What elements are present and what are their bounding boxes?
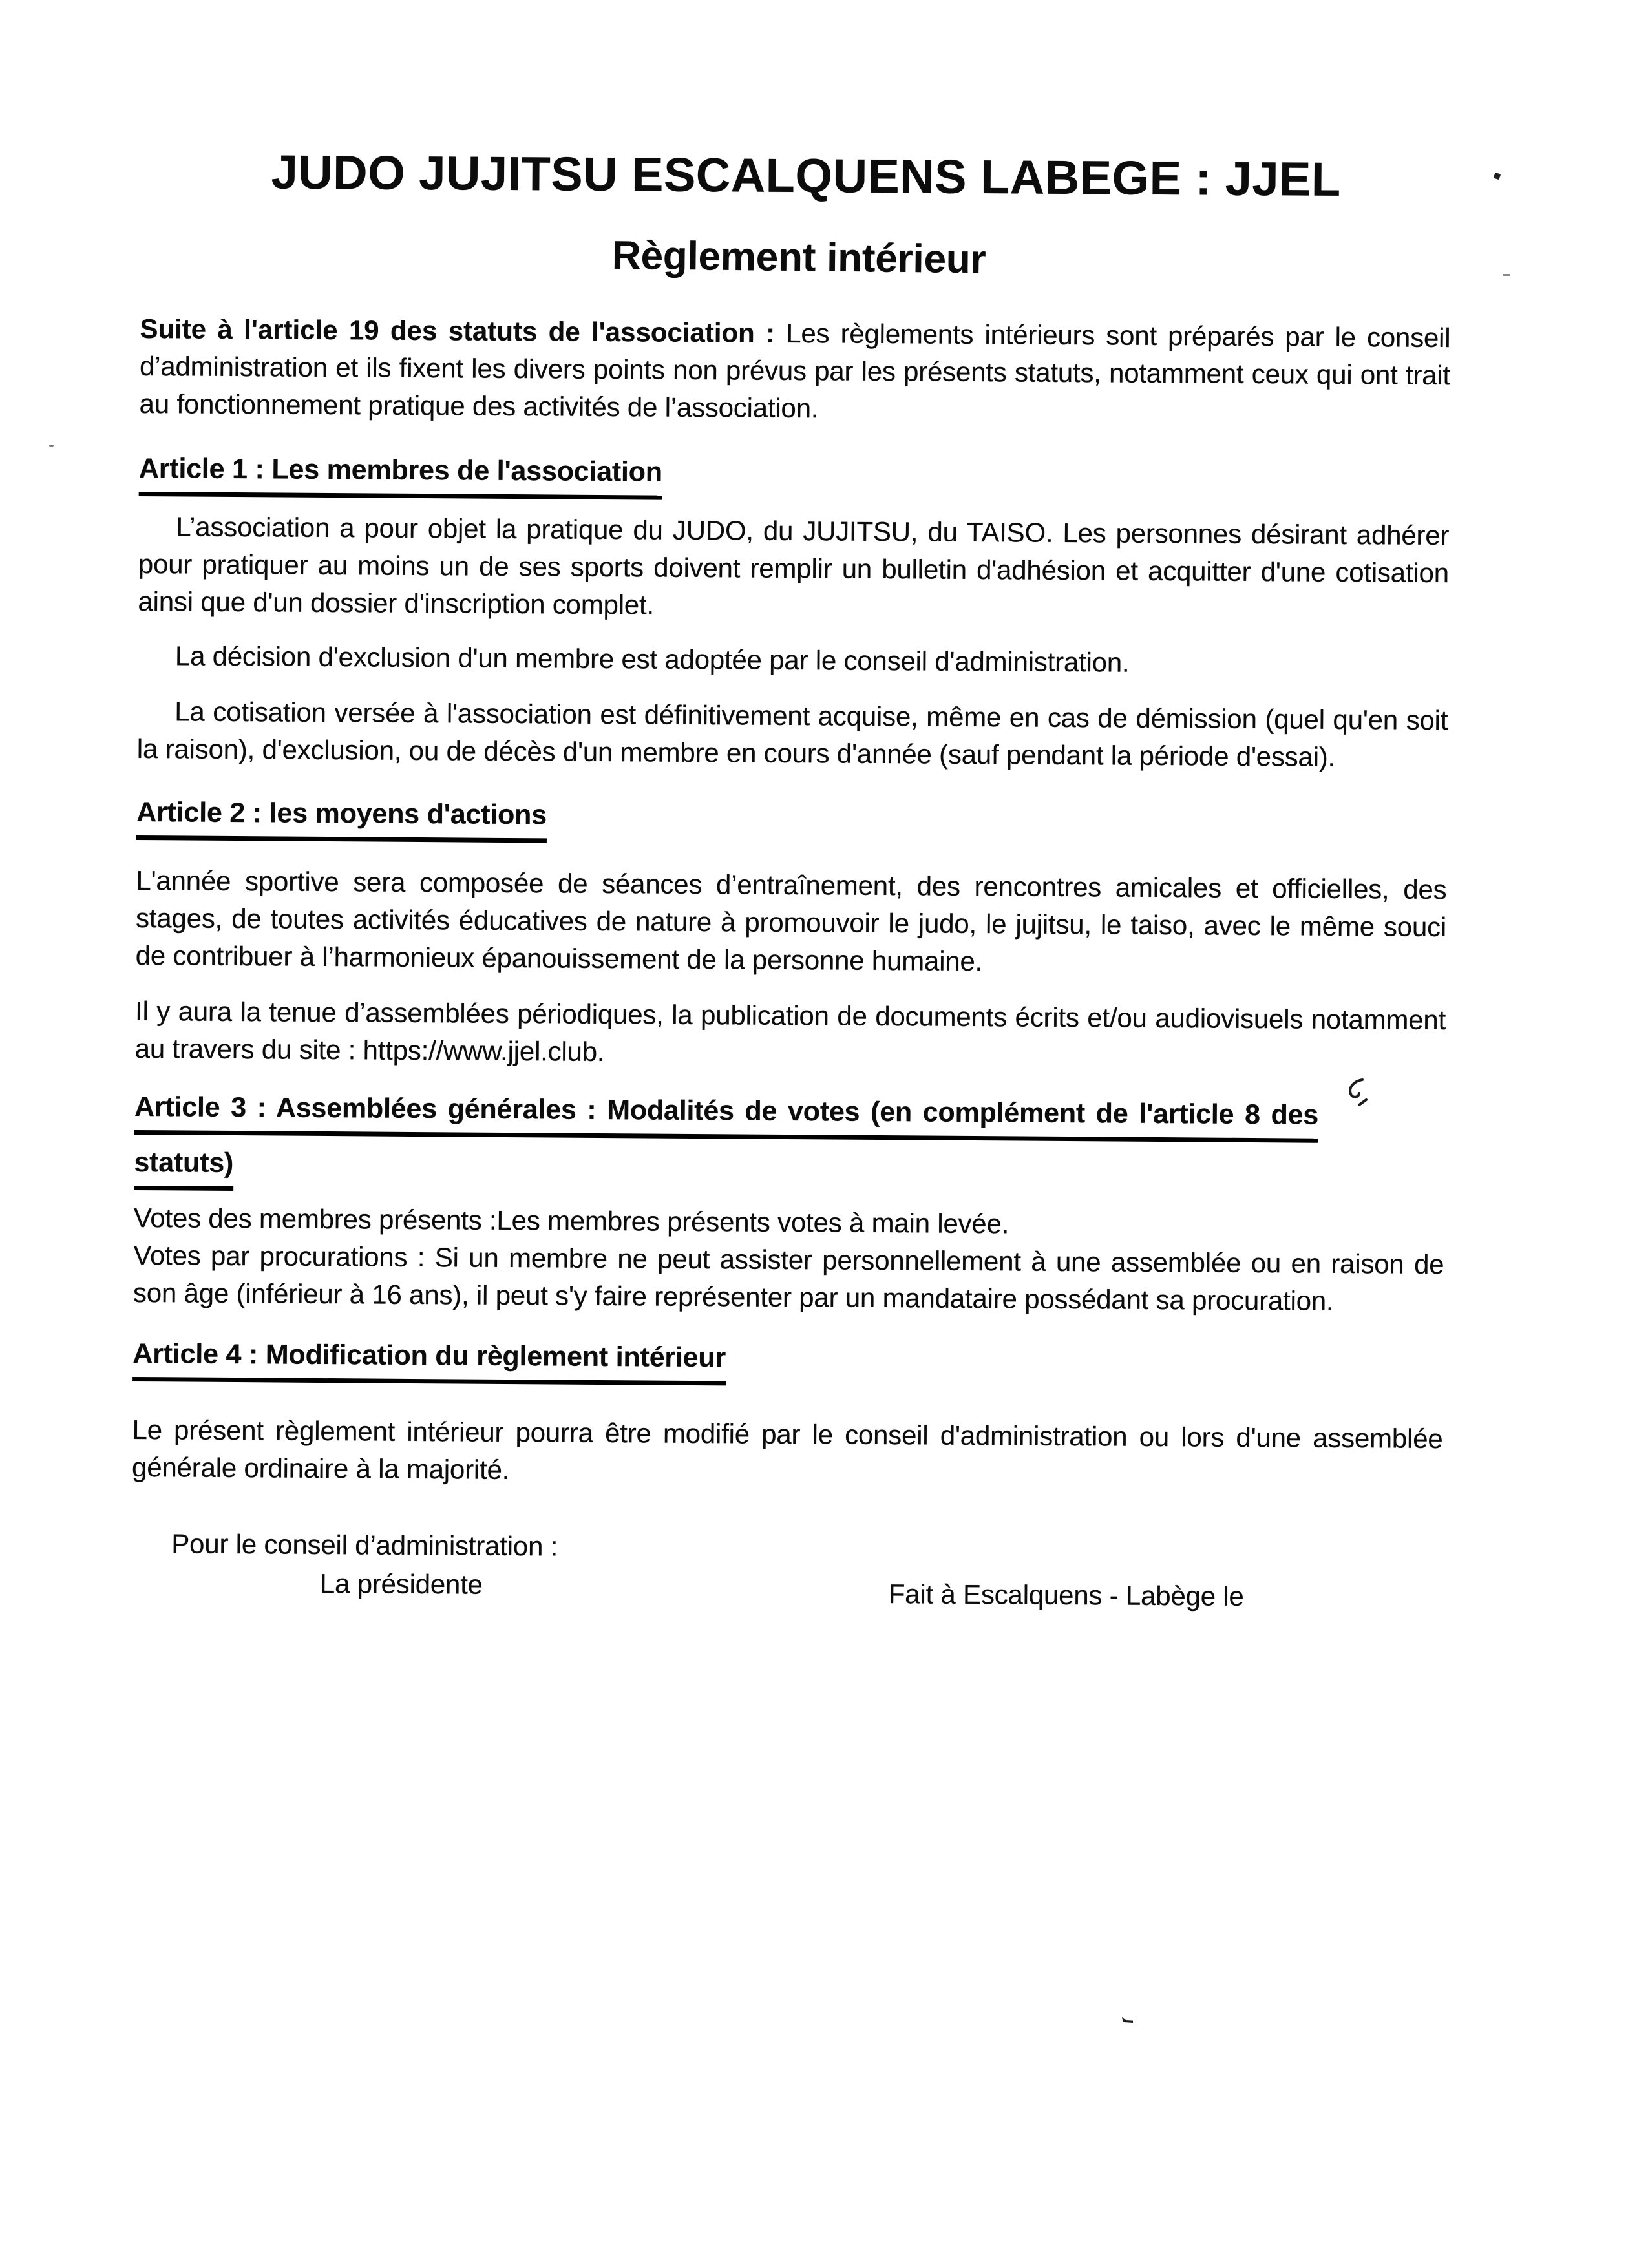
- pen-mark: [1342, 1076, 1370, 1115]
- document-page: [131, 0, 1453, 1618]
- article-4-heading: Article 4 : Modification du règlement intérieur: [132, 1335, 1443, 1391]
- article-1-section: [137, 450, 1450, 777]
- scan-speck: [1503, 274, 1510, 276]
- scan-speck: [1122, 2016, 1133, 2023]
- article-3-paragraph: Votes par procurations : Si un membre ne peut assister personnellement à une assemblée ou en raison de son âge (inférieur à 16 ans), il peut s'y faire représenter par un mandataire possédant sa procuration.: [132, 1239, 1444, 1316]
- article-1-paragraph: La cotisation versée à l'association est définitivement acquise, même en cas de démission (quel qu'en soit la raison), d'exclusion, ou de décès d'un membre en cours d'année (sauf pendant la période d'essai).: [136, 696, 1448, 772]
- article-3-section: [133, 1088, 1445, 1321]
- president-line: La présidente: [319, 1568, 483, 1600]
- article-1-paragraph: La décision d'exclusion d'un membre est adoptée par le conseil d'administration.: [174, 640, 1130, 678]
- article-1-paragraph: L’association a pour objet la pratique du JUDO, du JUJITSU, du TAISO. Les personnes désirant adhérer pour pratiquer au moins un de ses sports doivent remplir un bulletin d'adhésion et acquitter d'une cotisation ainsi que d'un dossier d'inscription complet.: [138, 511, 1450, 620]
- intro-lead-bold: Suite à l'article 19 des statuts de l'association :: [140, 313, 776, 348]
- article-3-heading-line-1: Article 3 : Assemblées générales : Modalités de votes (en complément de l'article 8 des: [134, 1088, 1319, 1143]
- article-4-section: [132, 1335, 1444, 1495]
- council-line: Pour le conseil d’administration :: [171, 1528, 558, 1562]
- article-3-paragraph: Votes des membres présents :Les membres présents votes à main levée.: [133, 1202, 1009, 1239]
- article-3-heading: [134, 1088, 1445, 1199]
- signature-row: [131, 1564, 1442, 1618]
- scan-speck: [1494, 173, 1501, 180]
- signature-block: [131, 1525, 1442, 1618]
- article-2-section: [134, 793, 1447, 1076]
- article-1-heading: Article 1 : Les membres de l'association: [139, 450, 1450, 505]
- document-title: JUDO JUJITSU ESCALQUENS LABEGE : JJEL: [271, 145, 1341, 206]
- article-2-paragraph: L'année sportive sera composée de séances d’entraînement, des rencontres amicales et officielles, des stages, de toutes activités éducatives de nature à promouvoir le judo, le jujitsu, le taiso, avec le même souci de contribuer à l’harmonieux épanouissement de la personne humaine.: [135, 865, 1447, 977]
- article-3-heading-line-2: statuts): [134, 1144, 233, 1191]
- document-subtitle: Règlement intérieur: [611, 233, 986, 282]
- article-4-paragraph: Le présent règlement intérieur pourra être modifié par le conseil d'administration ou lors d'une assemblée générale ordinaire à la majorité.: [131, 1414, 1443, 1486]
- scan-speck: [49, 445, 54, 447]
- intro-text: Les règlements intérieurs sont préparés par le conseil d’administration et ils fixent les divers points non prévus par les présents statuts, notamment ceux qui ont trait au fonctionnement pratique des activités de l’association.: [139, 317, 1451, 424]
- place-date-line: Fait à Escalquens - Labège le: [888, 1579, 1244, 1612]
- article-2-heading: Article 2 : les moyens d'actions: [136, 793, 1447, 849]
- article-2-paragraph: Il y aura la tenue d’assemblées périodiques, la publication de documents écrits et/ou audiovisuels notamment au travers du site : https://www.jjel.club.: [134, 995, 1446, 1067]
- intro-paragraph: [139, 310, 1450, 432]
